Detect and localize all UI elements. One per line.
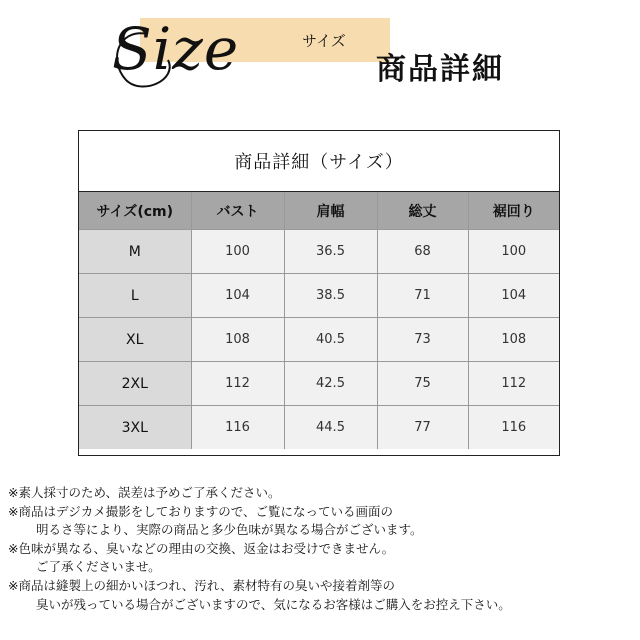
- shoulder-cell: 44.5: [284, 406, 377, 450]
- column-header-size: サイズ(cm): [79, 192, 191, 230]
- shoulder-cell: 36.5: [284, 230, 377, 274]
- note-line: 臭いが残っている場合がございますので、気になるお客様はご購入をお控え下さい。: [36, 596, 511, 612]
- length-cell: 75: [377, 362, 468, 406]
- size-table: [79, 192, 559, 449]
- size-table-container: [78, 130, 560, 456]
- bust-cell: 100: [191, 230, 284, 274]
- column-header-bust: バスト: [191, 192, 284, 230]
- notes-section: [8, 484, 636, 614]
- bust-cell: 104: [191, 274, 284, 318]
- note-line: ※色味が異なる、臭いなどの理由の交換、返金はお受けできません。: [8, 540, 395, 556]
- length-cell: 77: [377, 406, 468, 450]
- length-cell: 68: [377, 230, 468, 274]
- page-header: [0, 0, 640, 110]
- column-header-hem: 裾回り: [468, 192, 559, 230]
- column-header-shoulder: 肩幅: [284, 192, 377, 230]
- hem-cell: 116: [468, 406, 559, 450]
- note-line: ご了承くださいませ。: [36, 559, 161, 575]
- shoulder-cell: 38.5: [284, 274, 377, 318]
- size-kana-label: サイズ: [302, 32, 346, 50]
- table-row: [79, 230, 559, 274]
- table-title: 商品詳細（サイズ）: [79, 131, 559, 192]
- table-row: [79, 362, 559, 406]
- table-row: [79, 318, 559, 362]
- length-cell: 71: [377, 274, 468, 318]
- size-cell: XL: [79, 318, 191, 362]
- table-row: [79, 406, 559, 450]
- size-cell: L: [79, 274, 191, 318]
- size-script-word: Size: [112, 15, 240, 83]
- size-cell: 2XL: [79, 362, 191, 406]
- hem-cell: 104: [468, 274, 559, 318]
- bust-cell: 112: [191, 362, 284, 406]
- bust-cell: 116: [191, 406, 284, 450]
- size-cell: 3XL: [79, 406, 191, 450]
- note-line: ※商品はデジカメ撮影をしておりますので、ご覧になっている画面の: [8, 503, 393, 519]
- table-row: [79, 274, 559, 318]
- shoulder-cell: 40.5: [284, 318, 377, 362]
- note-line: 明るさ等により、実際の商品と多少色味が異なる場合がございます。: [36, 522, 423, 538]
- table-header-row: [79, 192, 559, 230]
- size-cell: M: [79, 230, 191, 274]
- length-cell: 73: [377, 318, 468, 362]
- hem-cell: 112: [468, 362, 559, 406]
- hem-cell: 108: [468, 318, 559, 362]
- note-line: ※商品は縫製上の細かいほつれ、汚れ、素材特有の臭いや接着剤等の: [8, 577, 395, 593]
- shoulder-cell: 42.5: [284, 362, 377, 406]
- bust-cell: 108: [191, 318, 284, 362]
- note-line: ※素人採寸のため、誤差は予めご了承ください。: [8, 485, 281, 500]
- column-header-length: 総丈: [377, 192, 468, 230]
- header-title: 商品詳細: [376, 52, 504, 87]
- hem-cell: 100: [468, 230, 559, 274]
